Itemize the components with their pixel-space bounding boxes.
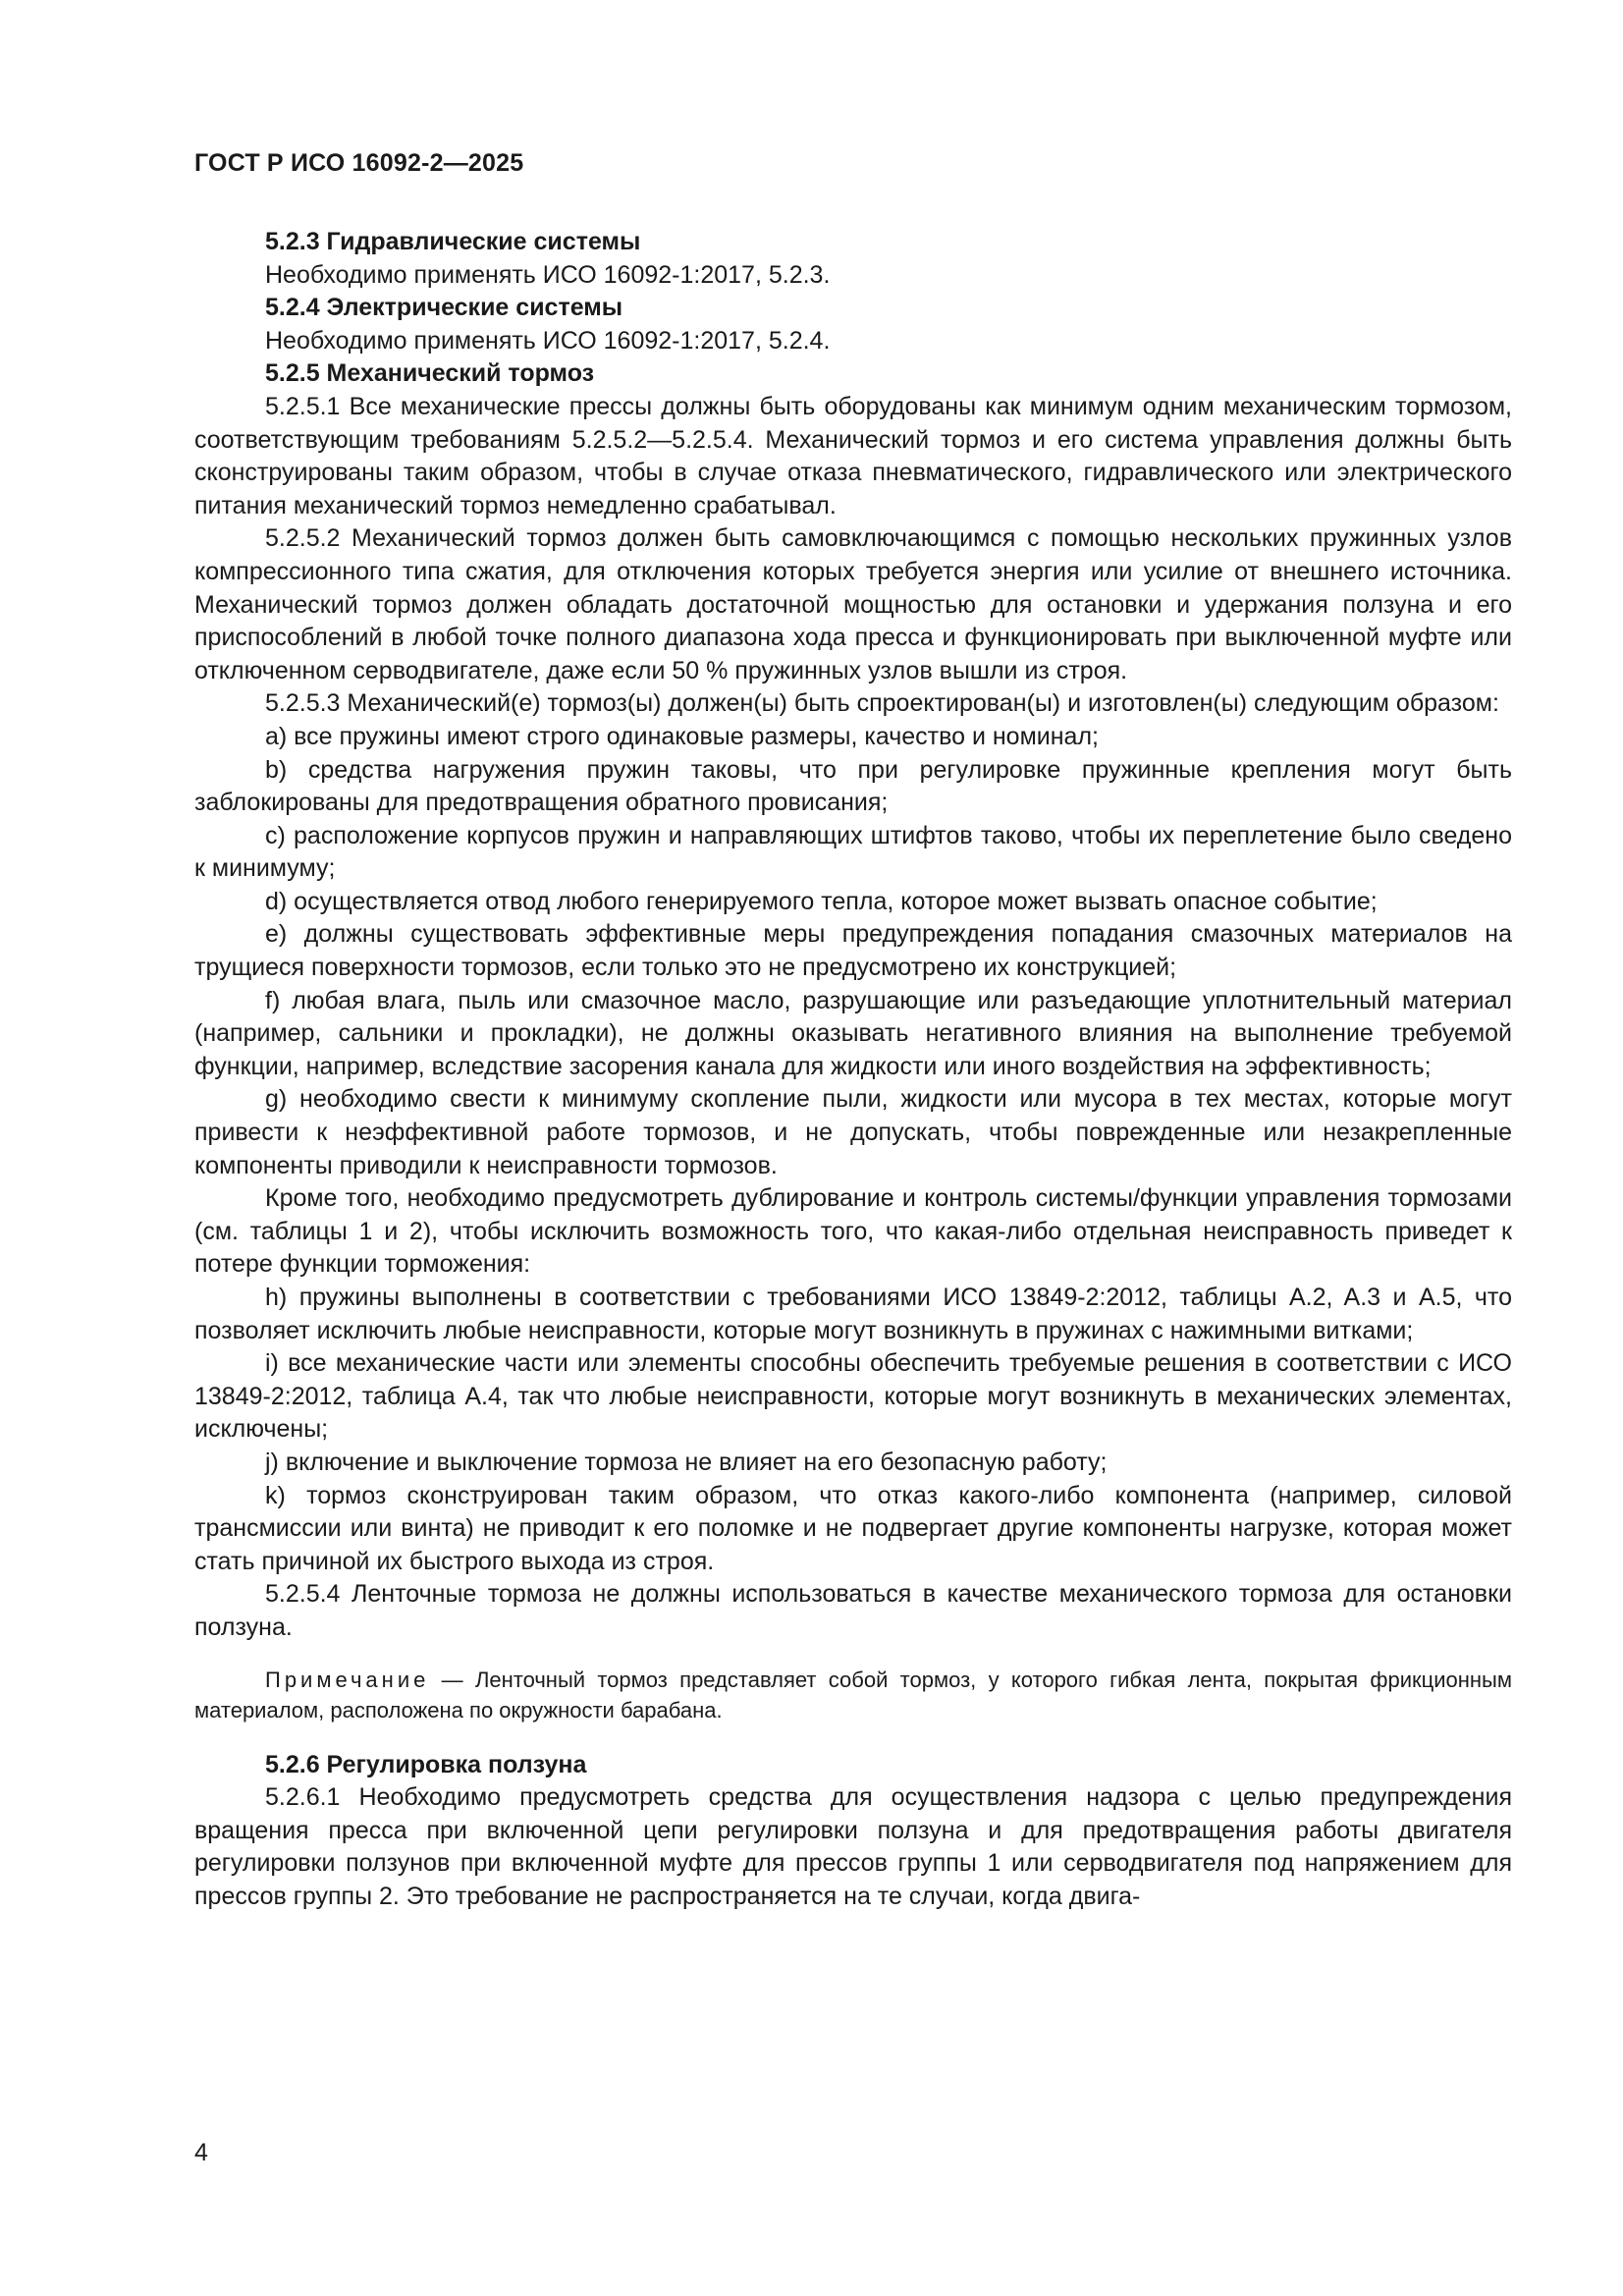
list-item-j: j) включение и выключение тормоза не влияет на его безопасную работу; bbox=[265, 1448, 1108, 1476]
section-5-2-6-heading: 5.2.6 Регулировка ползуна bbox=[265, 1750, 587, 1778]
list-item-k: k) тормоз сконструирован таким образом, что отказ какого-либо компонента (например, силовой трансмиссии или винта) не приводит к его поломке и не подвергает другие компоненты нагрузке, которая может стать причиной их быстрого выхода из строя. bbox=[194, 1481, 1512, 1575]
section-5-2-3-heading: 5.2.3 Гидравлические системы bbox=[265, 228, 641, 255]
paragraph-5-2-5-3: 5.2.5.3 Механический(е) тормоз(ы) должен(ы) быть спроектирован(ы) и изготовлен(ы) следующим образом: bbox=[265, 689, 1499, 718]
note bbox=[194, 1665, 1512, 1725]
section-5-2-5-heading: 5.2.5 Механический тормоз bbox=[265, 359, 595, 388]
paragraph-5-2-5-2: 5.2.5.2 Механический тормоз должен быть самовключающимся с помощью нескольких пружинных узлов компрессионного типа сжатия, для отключения которых требуется энергия или усилие от внешнего источника. Механический тормоз должен обладать достаточной мощностью для остановки и удержания ползуна и его приспособлений в любой точке полного диапазона хода пресса и функционировать при выключенной муфте или отключенном серводвигателе, даже если 50 % пружинных узлов вышли из строя. bbox=[194, 524, 1512, 684]
document-body bbox=[194, 226, 1512, 1914]
paragraph-5-2-5-1: 5.2.5.1 Все механические прессы должны быть оборудованы как минимум одним механическим тормозом, соответствующим требованиям 5.2.5.2—5.2.5.4. Механический тормоз и его система управления должны быть сконструированы таким образом, чтобы в случае отказа пневматического, гидравлического или электрического питания механический тормоз немедленно срабатывал. bbox=[194, 392, 1512, 519]
list-item-i: i) все механические части или элементы способны обеспечить требуемые решения в соответствии с ИСО 13849-2:2012, таблица A.4, так что любые неисправности, которые могут возникнуть в механических элементах, исключены; bbox=[194, 1349, 1512, 1444]
paragraph-5-2-6-1: 5.2.6.1 Необходимо предусмотреть средства для осуществления надзора с целью предупреждения вращения пресса при включенной цепи регулировки ползуна и для предотвращения работы двигателя регулировки ползунов при включенной муфте для прессов группы 1 или серводвигателя под напряжением для прессов группы 2. Это требование не распространяется на те случаи, когда двига- bbox=[194, 1783, 1512, 1910]
standard-designation: ГОСТ Р ИСО 16092-2—2025 bbox=[194, 149, 524, 177]
note-label: Примечание bbox=[265, 1667, 430, 1692]
list-item-f: f) любая влага, пыль или смазочное масло, разрушающие или разъедающие уплотнительный материал (например, сальники и прокладки), не должны оказывать негативного влияния на выполнение требуемой функции, например, вследствие засорения канала для жидкости или иного воздействия на эффективность; bbox=[194, 986, 1512, 1080]
section-5-2-3-text: Необходимо применять ИСО 16092-1:2017, 5.2.3. bbox=[265, 260, 831, 289]
page-number: 4 bbox=[194, 2139, 208, 2166]
list-item-h: h) пружины выполнены в соответствии с требованиями ИСО 13849-2:2012, таблицы A.2, A.3 и A.5, что позволяет исключить любые неисправности, которые могут возникнуть в пружинах с нажимными витками; bbox=[194, 1284, 1512, 1344]
list-item-e: e) должны существовать эффективные меры предупреждения попадания смазочных материалов на трущиеся поверхности тормозов, если только это не предусмотрено их конструкцией; bbox=[194, 920, 1512, 982]
list-item-a: a) все пружины имеют строго одинаковые размеры, качество и номинал; bbox=[265, 722, 1099, 750]
paragraph-moreover: Кроме того, необходимо предусмотреть дублирование и контроль системы/функции управления тормозами (см. таблицы 1 и 2), чтобы исключить возможность того, что какая-либо отдельная неисправность приведет к потере функции торможения: bbox=[194, 1184, 1512, 1279]
list-item-c: c) расположение корпусов пружин и направляющих штифтов таково, чтобы их переплетение было сведено к минимуму; bbox=[194, 821, 1512, 883]
list-item-b: b) средства нагружения пружин таковы, что при регулировке пружинные крепления могут быть заблокированы для предотвращения обратного провисания; bbox=[194, 755, 1512, 817]
list-item-g: g) необходимо свести к минимуму скопление пыли, жидкости или мусора в тех местах, которые могут привести к неэффективной работе тормозов, и не допускать, чтобы поврежденные или незакрепленные компоненты приводили к неисправности тормозов. bbox=[194, 1085, 1512, 1179]
section-5-2-4-text: Необходимо применять ИСО 16092-1:2017, 5.2.4. bbox=[265, 326, 831, 355]
section-5-2-4-heading: 5.2.4 Электрические системы bbox=[265, 294, 623, 322]
note-text: — Ленточный тормоз представляет собой тормоз, у которого гибкая лента, покрытая фрикционным материалом, расположена по окружности барабана. bbox=[194, 1667, 1512, 1722]
list-item-d: d) осуществляется отвод любого генерируемого тепла, которое может вызвать опасное событие; bbox=[265, 887, 1378, 915]
paragraph-5-2-5-4: 5.2.5.4 Ленточные тормоза не должны использоваться в качестве механического тормоза для остановки ползуна. bbox=[194, 1580, 1512, 1641]
